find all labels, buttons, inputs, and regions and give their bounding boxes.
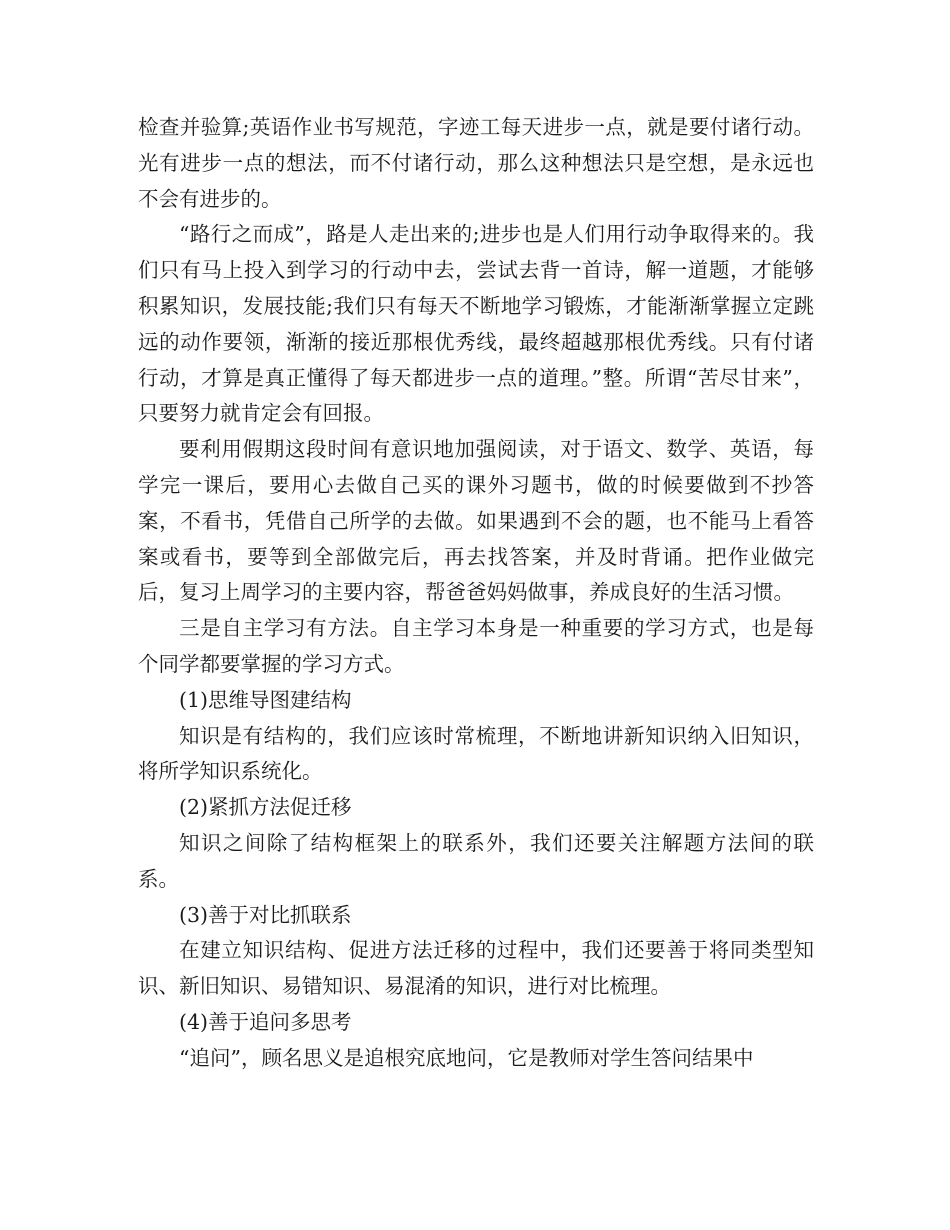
paragraph-7: 在建立知识结构、促进方法迁移的过程中，我们还要善于将同类型知识、新旧知识、易错知识、易混淆的知识，进行对比梳理。 xyxy=(138,938,814,999)
subheading-2: (2)紧抓方法促迁移 xyxy=(179,795,352,820)
subheading-4: (4)善于追问多思考 xyxy=(179,1009,352,1034)
paragraph-3: 要利用假期这段时间有意识地加强阅读，对于语文、数学、英语，每学完一课后，要用心去做自己买的课外习题书，做的时候要做到不抄答案，不看书，凭借自己所学的去做。如果遇到不会的题，也不能马上看答案或看书，要等到全部做完后，再去找答案，并及时背诵。把作业做完后，复习上周学习的主要内容，帮爸爸妈妈做事，养成良好的生活习惯。 xyxy=(138,437,814,605)
paragraph-6: 知识之间除了结构框架上的联系外，我们还要关注解题方法间的联系。 xyxy=(138,830,814,891)
paragraph-2: “路行之而成”，路是人走出来的;进步也是人们用行动争取得来的。我们只有马上投入到学习的行动中去，尝试去背一首诗，解一道题，才能够积累知识，发展技能;我们只有每天不断地学习锻炼，才能渐渐掌握立定跳远的动作要领，渐渐的接近那根优秀线，最终超越那根优秀线。只有付诸行动，才算是真正懂得了每天都进步一点的道理。”整。所谓“苦尽甘来”，只要努力就肯定会有回报。 xyxy=(138,222,814,426)
subheading-3: (3)善于对比抓联系 xyxy=(179,902,352,927)
subheading-1: (1)思维导图建结构 xyxy=(179,687,352,712)
paragraph-8: “追问”，顾名思义是追根究底地问，它是教师对学生答问结果中 xyxy=(179,1045,754,1070)
document-body xyxy=(138,110,814,1077)
paragraph-4: 三是自主学习有方法。自主学习本身是一种重要的学习方式，也是每个同学都要掌握的学习方式。 xyxy=(138,616,814,676)
paragraph-1: 检查并验算;英语作业书写规范，字迹工每天进步一点，就是要付诸行动。光有进步一点的想法，而不付诸行动，那么这种想法只是空想，是永远也不会有进步的。 xyxy=(138,115,814,211)
paragraph-5: 知识是有结构的，我们应该时常梳理，不断地讲新知识纳入旧知识，将所学知识系统化。 xyxy=(138,723,814,784)
